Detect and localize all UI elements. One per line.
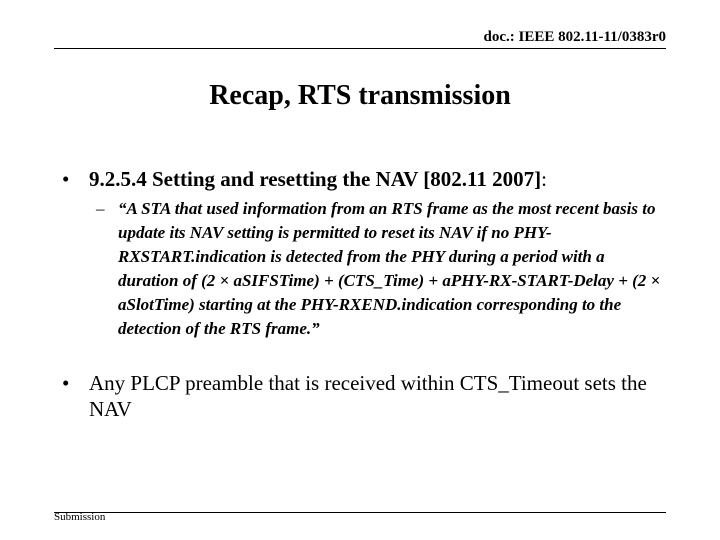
- sub-bullet-marker: –: [96, 199, 105, 218]
- slide-title: Recap, RTS transmission: [209, 80, 511, 111]
- bullet-text: Any PLCP preamble that is received within CTS_Timeout sets the NAV: [89, 371, 647, 421]
- bullet-trailing-text: :: [541, 167, 547, 191]
- bullet-item-plcp: [62, 370, 662, 422]
- bullet-text: [89, 166, 547, 192]
- quote-text: “A STA that used information from an RTS frame as the most recent basis to update its NAV setting is permitted to reset its NAV if no PHY-RXSTART.indication is detected from the PHY during a period with a duration of (2 × aSIFSTime) + (CTS_Time) + aPHY-RX-START-Delay + (2 × aSlotTime) starting at the PHY-RXEND.indication corresponding to the detection of the RTS frame.”: [118, 199, 661, 338]
- footer-divider: [54, 512, 666, 513]
- bullet-item-nav-section: [62, 166, 662, 192]
- bullet-marker: •: [62, 371, 70, 395]
- bullet-marker: •: [62, 167, 70, 191]
- sub-bullet-quote: [96, 197, 666, 341]
- header-divider: [54, 48, 666, 49]
- footer-submission-label: Submission: [54, 511, 106, 523]
- bullet-bold-text: 9.2.5.4 Setting and resetting the NAV [802.11 2007]: [89, 167, 542, 191]
- document-id: doc.: IEEE 802.11-11/0383r0: [483, 29, 666, 45]
